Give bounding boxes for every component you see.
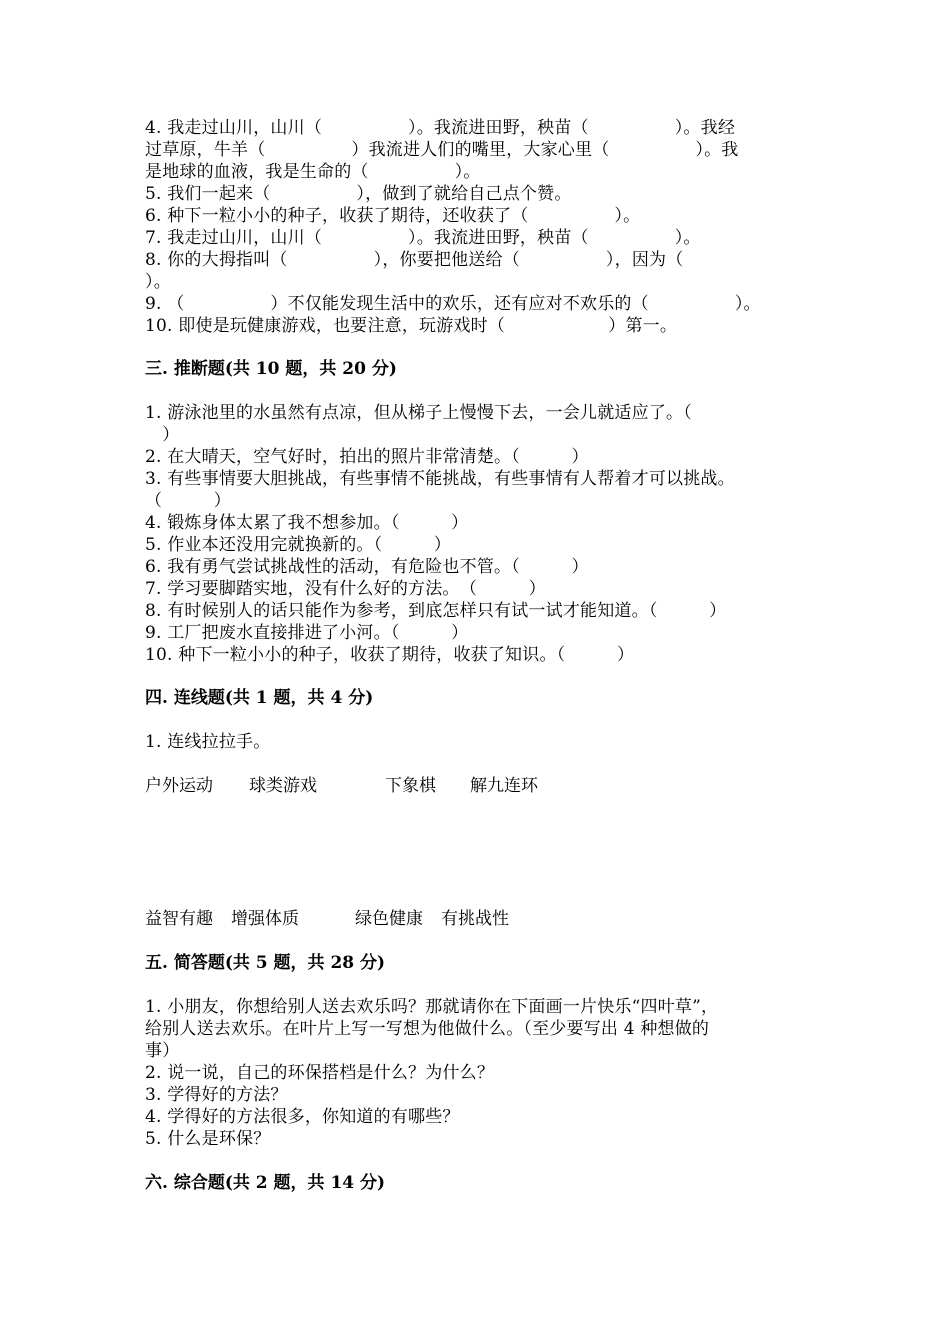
short-answer-5: 5. 什么是环保？	[145, 1129, 271, 1149]
judge-question-3-line-2: （ ）	[145, 491, 231, 511]
short-answer-3: 3. 学得好的方法？	[145, 1085, 288, 1105]
fill-in-question-4-line-2: 过草原，牛羊（ ）我流进人们的嘴里，大家心里（ ）。我	[145, 140, 739, 160]
section-4-heading: 四. 连线题(共 1 题，共 4 分)	[145, 688, 374, 708]
match-top-word: 户外运动	[145, 776, 213, 796]
judge-question-1-line-2: ）	[145, 425, 180, 445]
fill-in-question-7: 7. 我走过山川，山川（ ）。我流进田野，秧苗（ ）。	[145, 228, 701, 248]
fill-in-question-9: 9. （ ）不仅能发现生活中的欢乐，还有应对不欢乐的（ ）。	[145, 294, 761, 314]
fill-in-question-6: 6. 种下一粒小小的种子，收获了期待，还收获了（ ）。	[145, 206, 641, 226]
short-answer-1-line-1: 1. 小朋友，你想给别人送去欢乐吗？那就请你在下面画一片快乐“四叶草”，	[145, 997, 719, 1017]
match-bottom-word: 增强体质	[231, 909, 299, 929]
judge-question-9: 9. 工厂把废水直接排进了小河。（ ）	[145, 623, 469, 643]
fill-in-question-4-line-3: 是地球的血液，我是生命的（ ）。	[145, 162, 481, 182]
judge-question-10: 10. 种下一粒小小的种子，收获了期待，收获了知识。（ ）	[145, 645, 635, 665]
matching-question-1: 1. 连线拉拉手。	[145, 732, 271, 752]
match-bottom-word: 有挑战性	[441, 909, 509, 929]
fill-in-question-4-line-1: 4. 我走过山川，山川（ ）。我流进田野，秧苗（ ）。我经	[145, 118, 736, 138]
judge-question-8: 8. 有时候别人的话只能作为参考，到底怎样只有试一试才能知道。（ ）	[145, 601, 727, 621]
judge-question-4: 4. 锻炼身体太累了我不想参加。（ ）	[145, 513, 469, 533]
judge-question-5: 5. 作业本还没用完就换新的。（ ）	[145, 535, 452, 555]
judge-question-3-line-1: 3. 有些事情要大胆挑战，有些事情不能挑战，有些事情有人帮着才可以挑战。	[145, 469, 735, 489]
section-5-heading: 五. 简答题(共 5 题，共 28 分)	[145, 953, 386, 973]
fill-in-question-5: 5. 我们一起来（ ），做到了就给自己点个赞。	[145, 184, 572, 204]
section-6-heading: 六. 综合题(共 2 题，共 14 分)	[145, 1173, 386, 1193]
judge-question-6: 6. 我有勇气尝试挑战性的活动，有危险也不管。（ ）	[145, 557, 589, 577]
fill-in-question-8-line-2: ）。	[145, 272, 171, 292]
judge-question-7: 7. 学习要脚踏实地，没有什么好的方法。 （ ）	[145, 579, 546, 599]
match-top-word: 下象棋	[385, 776, 436, 796]
judge-question-2: 2. 在大晴天，空气好时，拍出的照片非常清楚。（ ）	[145, 447, 589, 467]
match-top-word: 球类游戏	[249, 776, 317, 796]
short-answer-1-line-3: 事）	[145, 1041, 180, 1061]
judge-question-1-line-1: 1. 游泳池里的水虽然有点凉，但从梯子上慢慢下去，一会儿就适应了。（	[145, 403, 692, 423]
short-answer-4: 4. 学得好的方法很多，你知道的有哪些？	[145, 1107, 460, 1127]
section-3-heading: 三. 推断题(共 10 题，共 20 分)	[145, 359, 397, 379]
match-bottom-word: 绿色健康	[355, 909, 423, 929]
short-answer-1-line-2: 给别人送去欢乐。在叶片上写一写想为他做什么。（至少要写出 4 种想做的	[145, 1019, 710, 1039]
match-top-word: 解九连环	[470, 776, 538, 796]
match-bottom-word: 益智有趣	[145, 909, 213, 929]
short-answer-2: 2. 说一说，自己的环保搭档是什么？为什么？	[145, 1063, 495, 1083]
fill-in-question-8-line-1: 8. 你的大拇指叫（ ），你要把他送给（ ），因为（	[145, 250, 684, 270]
fill-in-question-10: 10. 即使是玩健康游戏，也要注意，玩游戏时（ ）第一。	[145, 316, 678, 336]
